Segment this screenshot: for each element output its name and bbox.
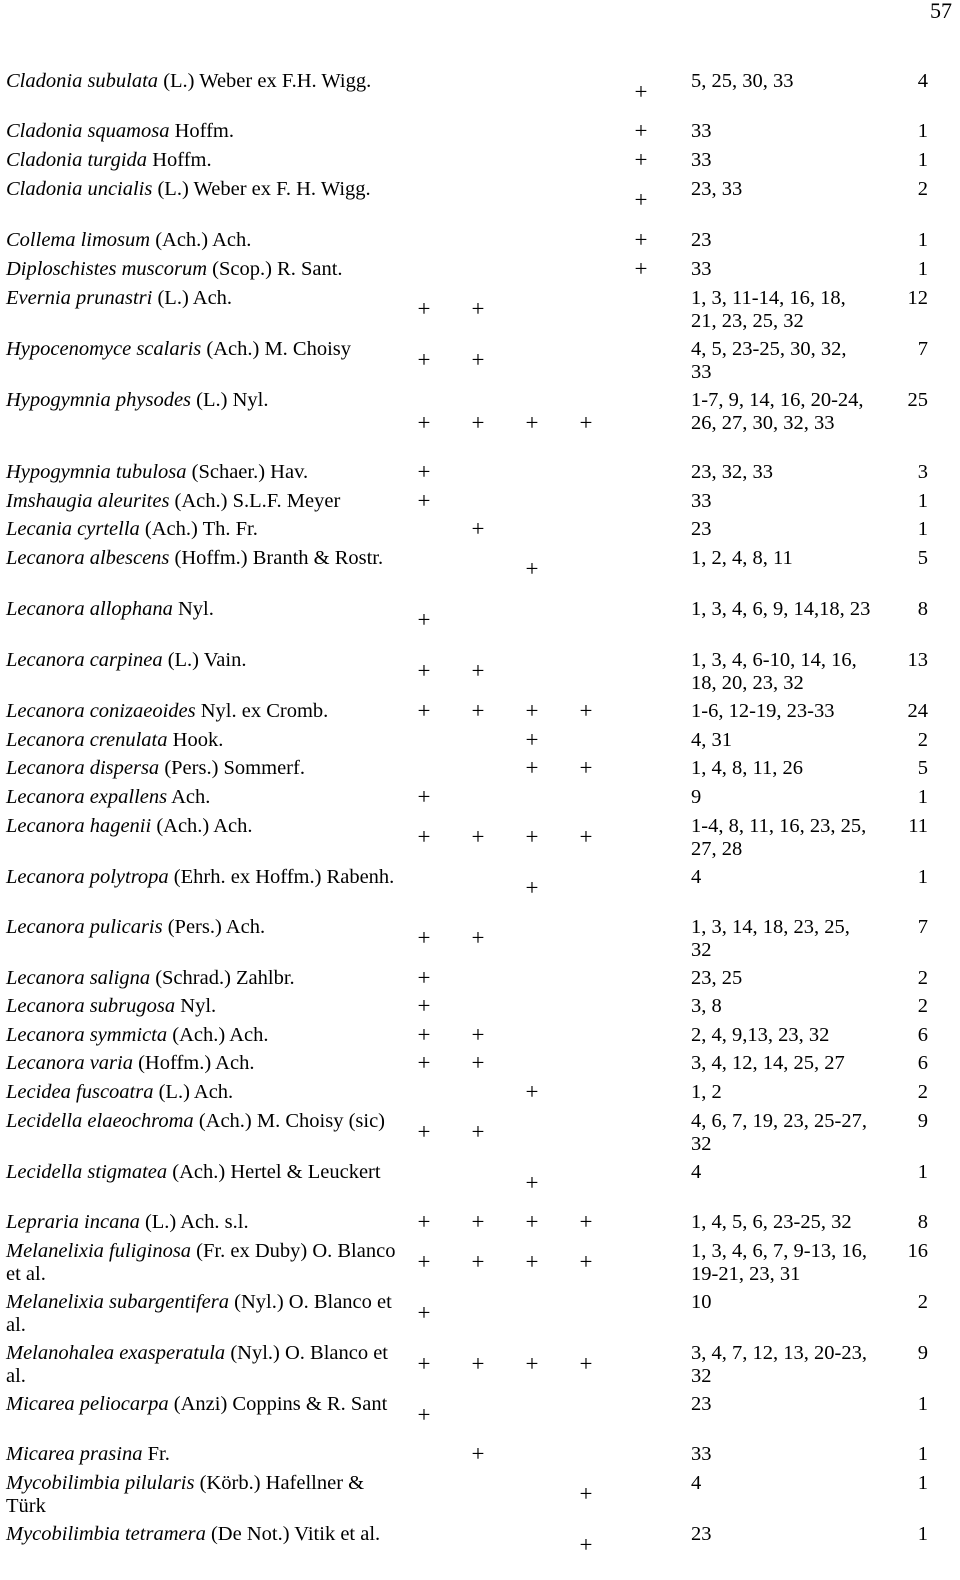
presence-mark-col2: + xyxy=(471,1119,485,1145)
table-row xyxy=(0,1393,960,1438)
site-count: 1 xyxy=(917,120,928,142)
species-name xyxy=(6,1081,406,1104)
table-row xyxy=(0,1161,960,1206)
species-binomial: Lecanora pulicaris xyxy=(6,916,163,938)
species-binomial: Collema limosum xyxy=(6,229,151,251)
species-name xyxy=(6,258,406,281)
species-authority: Fr. xyxy=(142,1443,170,1465)
species-name xyxy=(6,1240,406,1285)
species-authority: (L.) Ach. s.l. xyxy=(139,1211,249,1233)
presence-mark-col5: + xyxy=(634,147,648,172)
species-binomial: Cladonia turgida xyxy=(6,149,148,171)
presence-mark-col1: + xyxy=(417,296,431,322)
species-name xyxy=(6,1110,406,1133)
site-numbers: 9 xyxy=(691,786,702,808)
presence-mark-col4: + xyxy=(579,1532,593,1558)
species-authority: (Nyl.) O. Blanco et al. xyxy=(6,1291,392,1336)
presence-mark-col4: + xyxy=(579,1481,593,1507)
presence-mark-col1: + xyxy=(417,459,431,484)
presence-mark-col2: + xyxy=(471,658,485,684)
site-numbers: 23 xyxy=(691,1393,712,1415)
species-binomial: Lecanora subrugosa xyxy=(6,995,176,1017)
presence-mark-col1: + xyxy=(417,1022,431,1047)
species-name xyxy=(6,700,406,723)
table-row xyxy=(0,258,960,281)
presence-mark-col1: + xyxy=(417,698,431,723)
species-binomial: Melanelixia fuliginosa xyxy=(6,1240,192,1262)
site-count: 24 xyxy=(907,700,928,722)
presence-mark-col1: + xyxy=(417,1119,431,1145)
site-count: 7 xyxy=(917,338,928,360)
species-authority: (Anzi) Coppins & R. Sant xyxy=(168,1393,388,1415)
site-count: 1 xyxy=(917,866,928,888)
site-numbers: 33 xyxy=(691,1443,712,1465)
presence-mark-col2: + xyxy=(471,698,485,723)
species-binomial: Cladonia uncialis xyxy=(6,178,153,200)
species-binomial: Lecidea fuscoatra xyxy=(6,1081,154,1103)
species-binomial: Lepraria incana xyxy=(6,1211,140,1233)
species-authority: (L.) Weber ex F.H. Wigg. xyxy=(158,70,372,92)
site-count: 25 xyxy=(907,389,928,411)
species-authority: (Scop.) R. Sant. xyxy=(207,258,343,280)
site-numbers: 1, 4, 8, 11, 26 xyxy=(691,757,803,779)
species-authority: (De Not.) Vitik et al. xyxy=(205,1523,381,1545)
table-row xyxy=(0,786,960,809)
site-numbers: 1-4, 8, 11, 16, 23, 25, 27, 28 xyxy=(691,815,867,860)
presence-mark-col1: + xyxy=(417,1351,431,1377)
site-numbers: 23 xyxy=(691,518,712,540)
species-binomial: Lecanora hagenii xyxy=(6,815,152,837)
table-row xyxy=(0,649,960,694)
site-numbers: 3, 4, 12, 14, 25, 27 xyxy=(691,1052,845,1074)
site-count: 1 xyxy=(917,1161,928,1183)
species-name xyxy=(6,461,406,484)
table-row xyxy=(0,389,960,457)
species-binomial: Lecidella stigmatea xyxy=(6,1161,168,1183)
species-name xyxy=(6,229,406,252)
site-count: 8 xyxy=(917,1211,928,1233)
species-binomial: Mycobilimbia tetramera xyxy=(6,1523,206,1545)
species-binomial: Lecania cyrtella xyxy=(6,518,140,540)
presence-mark-col1: + xyxy=(417,1249,431,1275)
presence-mark-col2: + xyxy=(471,925,485,951)
presence-mark-col3: + xyxy=(525,1079,539,1104)
presence-mark-col2: + xyxy=(471,1022,485,1047)
species-name xyxy=(6,649,406,672)
site-numbers: 23, 33 xyxy=(691,178,743,200)
table-row xyxy=(0,1110,960,1155)
presence-mark-col2: + xyxy=(471,1441,485,1466)
species-authority: (Ach.) M. Choisy xyxy=(201,338,352,360)
species-binomial: Lecanora albescens xyxy=(6,547,170,569)
species-authority: (Hoffm.) Ach. xyxy=(132,1052,255,1074)
table-row xyxy=(0,1523,960,1568)
species-binomial: Cladonia squamosa xyxy=(6,120,170,142)
species-authority: Nyl. xyxy=(172,598,214,620)
species-authority: (L.) Vain. xyxy=(162,649,247,671)
site-count: 2 xyxy=(917,1081,928,1103)
presence-mark-col4: + xyxy=(579,755,593,780)
species-authority: Hoffm. xyxy=(169,120,234,142)
species-name xyxy=(6,547,406,570)
site-count: 1 xyxy=(917,1393,928,1415)
presence-mark-col1: + xyxy=(417,1402,431,1428)
species-binomial: Lecanora crenulata xyxy=(6,729,168,751)
site-numbers: 1-7, 9, 14, 16, 20-24, 26, 27, 30, 32, 33 xyxy=(691,389,864,434)
species-name xyxy=(6,120,406,143)
species-name xyxy=(6,1211,406,1234)
species-authority: Hook. xyxy=(167,729,224,751)
species-authority: (Ach.) S.L.F. Meyer xyxy=(169,490,341,512)
species-authority: (Ach.) Hertel & Leuckert xyxy=(167,1161,381,1183)
table-row xyxy=(0,149,960,172)
presence-mark-col3: + xyxy=(525,556,539,582)
species-authority: Nyl. ex Cromb. xyxy=(195,700,329,722)
species-binomial: Lecanora carpinea xyxy=(6,649,163,671)
species-name xyxy=(6,178,406,201)
species-name xyxy=(6,389,406,412)
site-numbers: 4 xyxy=(691,1161,702,1183)
species-binomial: Melanohalea exasperatula xyxy=(6,1342,226,1364)
species-name xyxy=(6,815,406,838)
species-authority: Nyl. xyxy=(175,995,217,1017)
species-authority: (L.) Weber ex F. H. Wigg. xyxy=(152,178,371,200)
site-numbers: 23, 25 xyxy=(691,967,743,989)
table-row xyxy=(0,598,960,643)
presence-mark-col4: + xyxy=(579,1249,593,1275)
species-name xyxy=(6,338,406,361)
presence-mark-col3: + xyxy=(525,755,539,780)
species-name xyxy=(6,1393,406,1416)
site-count: 16 xyxy=(907,1240,928,1262)
species-name xyxy=(6,995,406,1018)
site-numbers: 23, 32, 33 xyxy=(691,461,773,483)
site-count: 1 xyxy=(917,258,928,280)
site-numbers: 5, 25, 30, 33 xyxy=(691,70,794,92)
presence-mark-col1: + xyxy=(417,607,431,633)
species-authority: (L.) Nyl. xyxy=(191,389,269,411)
species-authority: Hoffm. xyxy=(147,149,212,171)
species-authority: (Schrad.) Zahlbr. xyxy=(150,967,295,989)
table-row xyxy=(0,461,960,484)
species-name xyxy=(6,1024,406,1047)
presence-mark-col1: + xyxy=(417,488,431,513)
site-numbers: 10 xyxy=(691,1291,712,1313)
site-count: 2 xyxy=(917,995,928,1017)
site-numbers: 1, 3, 14, 18, 23, 25, 32 xyxy=(691,916,850,961)
species-binomial: Lecanora varia xyxy=(6,1052,133,1074)
species-binomial: Lecidella elaeochroma xyxy=(6,1110,194,1132)
species-authority: (Nyl.) O. Blanco et al. xyxy=(6,1342,389,1387)
table-row xyxy=(0,700,960,723)
species-name xyxy=(6,490,406,513)
site-numbers: 4, 6, 7, 19, 23, 25-27, 32 xyxy=(691,1110,867,1155)
site-count: 5 xyxy=(917,547,928,569)
site-count: 1 xyxy=(917,786,928,808)
site-numbers: 1-6, 12-19, 23-33 xyxy=(691,700,835,722)
species-binomial: Diploschistes muscorum xyxy=(6,258,208,280)
site-count: 4 xyxy=(917,70,928,92)
presence-mark-col4: + xyxy=(579,698,593,723)
site-count: 1 xyxy=(917,490,928,512)
presence-mark-col1: + xyxy=(417,965,431,990)
presence-mark-col3: + xyxy=(525,409,539,435)
presence-mark-col3: + xyxy=(525,698,539,723)
presence-mark-col3: + xyxy=(525,1209,539,1234)
site-numbers: 3, 8 xyxy=(691,995,722,1017)
site-count: 2 xyxy=(917,967,928,989)
site-numbers: 4, 5, 23-25, 30, 32, 33 xyxy=(691,338,847,383)
table-row xyxy=(0,995,960,1018)
table-row xyxy=(0,1052,960,1075)
presence-mark-col3: + xyxy=(525,727,539,752)
species-authority: (Fr. ex Duby) O. Blanco et al. xyxy=(6,1240,396,1285)
site-count: 13 xyxy=(907,649,928,671)
presence-mark-col4: + xyxy=(579,1209,593,1234)
species-binomial: Imshaugia aleurites xyxy=(6,490,170,512)
site-count: 9 xyxy=(917,1110,928,1132)
presence-mark-col3: + xyxy=(525,1351,539,1377)
presence-mark-col2: + xyxy=(471,1351,485,1377)
table-row xyxy=(0,1211,960,1234)
site-count: 8 xyxy=(917,598,928,620)
species-binomial: Melanelixia subargentifera xyxy=(6,1291,229,1313)
species-authority: (Ach.) Ach. xyxy=(167,1024,269,1046)
table-row xyxy=(0,229,960,252)
table-row xyxy=(0,967,960,990)
site-numbers: 1, 2, 4, 8, 11 xyxy=(691,547,793,569)
species-name xyxy=(6,518,406,541)
species-binomial: Hypogymnia physodes xyxy=(6,389,192,411)
presence-mark-col2: + xyxy=(471,516,485,541)
presence-mark-col1: + xyxy=(417,347,431,373)
table-row xyxy=(0,1024,960,1047)
species-binomial: Hypogymnia tubulosa xyxy=(6,461,187,483)
site-numbers: 2, 4, 9,13, 23, 32 xyxy=(691,1024,830,1046)
species-name xyxy=(6,1443,406,1466)
species-binomial: Lecanora conizaeoides xyxy=(6,700,196,722)
species-authority: (Ehrh. ex Hoffm.) Rabenh. xyxy=(168,866,395,888)
site-numbers: 4, 31 xyxy=(691,729,732,751)
site-count: 1 xyxy=(917,149,928,171)
table-row xyxy=(0,518,960,541)
site-numbers: 3, 4, 7, 12, 13, 20-23, 32 xyxy=(691,1342,867,1387)
site-numbers: 1, 3, 4, 6-10, 14, 16, 18, 20, 23, 32 xyxy=(691,649,857,694)
presence-mark-col4: + xyxy=(579,409,593,435)
presence-mark-col1: + xyxy=(417,409,431,435)
site-numbers: 1, 3, 4, 6, 9, 14,18, 23 xyxy=(691,598,871,620)
site-numbers: 33 xyxy=(691,120,712,142)
species-authority: (Ach.) Ach. xyxy=(151,815,253,837)
table-row xyxy=(0,1240,960,1285)
species-binomial: Lecanora symmicta xyxy=(6,1024,168,1046)
table-row xyxy=(0,1443,960,1466)
site-numbers: 4 xyxy=(691,1472,702,1494)
species-authority: (Körb.) Hafellner & Türk xyxy=(6,1472,365,1517)
species-name xyxy=(6,149,406,172)
site-numbers: 1, 2 xyxy=(691,1081,722,1103)
presence-mark-col5: + xyxy=(634,79,648,105)
table-row xyxy=(0,70,960,115)
table-row xyxy=(0,1342,960,1387)
species-name xyxy=(6,729,406,752)
species-binomial: Cladonia subulata xyxy=(6,70,159,92)
species-authority: (Schaer.) Hav. xyxy=(186,461,309,483)
presence-mark-col2: + xyxy=(471,1050,485,1075)
species-binomial: Micarea peliocarpa xyxy=(6,1393,169,1415)
species-binomial: Mycobilimbia pilularis xyxy=(6,1472,195,1494)
presence-mark-col4: + xyxy=(579,1351,593,1377)
species-authority: (Ach.) Th. Fr. xyxy=(139,518,258,540)
species-name xyxy=(6,70,406,93)
table-row xyxy=(0,866,960,911)
species-authority: (Hoffm.) Branth & Rostr. xyxy=(169,547,384,569)
presence-mark-col2: + xyxy=(471,1209,485,1234)
species-authority: (L.) Ach. xyxy=(153,1081,234,1103)
species-binomial: Lecanora saligna xyxy=(6,967,151,989)
presence-mark-col1: + xyxy=(417,1300,431,1326)
presence-mark-col1: + xyxy=(417,824,431,850)
site-count: 11 xyxy=(908,815,928,837)
site-count: 5 xyxy=(917,757,928,779)
species-name xyxy=(6,598,406,621)
table-row xyxy=(0,729,960,752)
site-count: 1 xyxy=(917,1472,928,1494)
species-name xyxy=(6,1052,406,1075)
presence-mark-col2: + xyxy=(471,1249,485,1275)
table-row xyxy=(0,178,960,223)
site-numbers: 1, 3, 4, 6, 7, 9-13, 16, 19-21, 23, 31 xyxy=(691,1240,867,1285)
site-numbers: 4 xyxy=(691,866,702,888)
species-name xyxy=(6,757,406,780)
site-numbers: 33 xyxy=(691,149,712,171)
site-count: 12 xyxy=(907,287,928,309)
site-numbers: 1, 3, 11-14, 16, 18, 21, 23, 25, 32 xyxy=(691,287,846,332)
site-numbers: 33 xyxy=(691,258,712,280)
site-numbers: 1, 4, 5, 6, 23-25, 32 xyxy=(691,1211,852,1233)
presence-mark-col1: + xyxy=(417,658,431,684)
species-authority: (L.) Ach. xyxy=(152,287,233,309)
species-binomial: Lecanora expallens xyxy=(6,786,168,808)
presence-mark-col3: + xyxy=(525,1249,539,1275)
site-count: 6 xyxy=(917,1052,928,1074)
table-row xyxy=(0,1472,960,1517)
table-row xyxy=(0,120,960,143)
species-name xyxy=(6,1291,406,1336)
species-authority: (Ach.) Ach. xyxy=(150,229,252,251)
page-number: 57 xyxy=(930,0,952,23)
presence-mark-col2: + xyxy=(471,296,485,322)
presence-mark-col2: + xyxy=(471,824,485,850)
site-numbers: 23 xyxy=(691,229,712,251)
site-count: 2 xyxy=(917,1291,928,1313)
site-count: 1 xyxy=(917,229,928,251)
species-authority: (Ach.) M. Choisy (sic) xyxy=(193,1110,385,1132)
presence-mark-col2: + xyxy=(471,409,485,435)
presence-mark-col3: + xyxy=(525,1170,539,1196)
presence-mark-col5: + xyxy=(634,118,648,143)
presence-mark-col4: + xyxy=(579,824,593,850)
presence-mark-col5: + xyxy=(634,227,648,252)
table-row xyxy=(0,757,960,780)
species-name xyxy=(6,786,406,809)
presence-mark-col3: + xyxy=(525,875,539,901)
species-name xyxy=(6,1523,406,1546)
site-count: 1 xyxy=(917,1523,928,1545)
presence-mark-col2: + xyxy=(471,347,485,373)
species-name xyxy=(6,1342,406,1387)
presence-mark-col5: + xyxy=(634,256,648,281)
species-binomial: Micarea prasina xyxy=(6,1443,143,1465)
site-count: 9 xyxy=(917,1342,928,1364)
presence-mark-col1: + xyxy=(417,1050,431,1075)
species-name xyxy=(6,1472,406,1517)
table-row xyxy=(0,490,960,513)
presence-mark-col1: + xyxy=(417,784,431,809)
presence-mark-col3: + xyxy=(525,824,539,850)
presence-mark-col1: + xyxy=(417,925,431,951)
table-row xyxy=(0,1081,960,1104)
species-authority: (Pers.) Ach. xyxy=(162,916,266,938)
site-count: 7 xyxy=(917,916,928,938)
table-row xyxy=(0,815,960,860)
table-row xyxy=(0,287,960,332)
site-numbers: 23 xyxy=(691,1523,712,1545)
presence-mark-col1: + xyxy=(417,993,431,1018)
species-name xyxy=(6,1161,406,1184)
site-count: 3 xyxy=(917,461,928,483)
species-binomial: Lecanora dispersa xyxy=(6,757,160,779)
species-name xyxy=(6,866,406,889)
site-count: 6 xyxy=(917,1024,928,1046)
presence-mark-col1: + xyxy=(417,1209,431,1234)
species-binomial: Hypocenomyce scalaris xyxy=(6,338,202,360)
table-row xyxy=(0,338,960,383)
species-name xyxy=(6,287,406,310)
site-count: 2 xyxy=(917,729,928,751)
site-count: 1 xyxy=(917,518,928,540)
table-row xyxy=(0,1291,960,1336)
table-row xyxy=(0,916,960,961)
species-authority: (Pers.) Sommerf. xyxy=(159,757,305,779)
site-numbers: 33 xyxy=(691,490,712,512)
presence-mark-col5: + xyxy=(634,187,648,213)
species-name xyxy=(6,967,406,990)
species-authority: Ach. xyxy=(167,786,211,808)
table-row xyxy=(0,547,960,592)
species-binomial: Evernia prunastri xyxy=(6,287,153,309)
site-count: 1 xyxy=(917,1443,928,1465)
species-binomial: Lecanora allophana xyxy=(6,598,173,620)
site-count: 2 xyxy=(917,178,928,200)
species-binomial: Lecanora polytropa xyxy=(6,866,169,888)
species-name xyxy=(6,916,406,939)
